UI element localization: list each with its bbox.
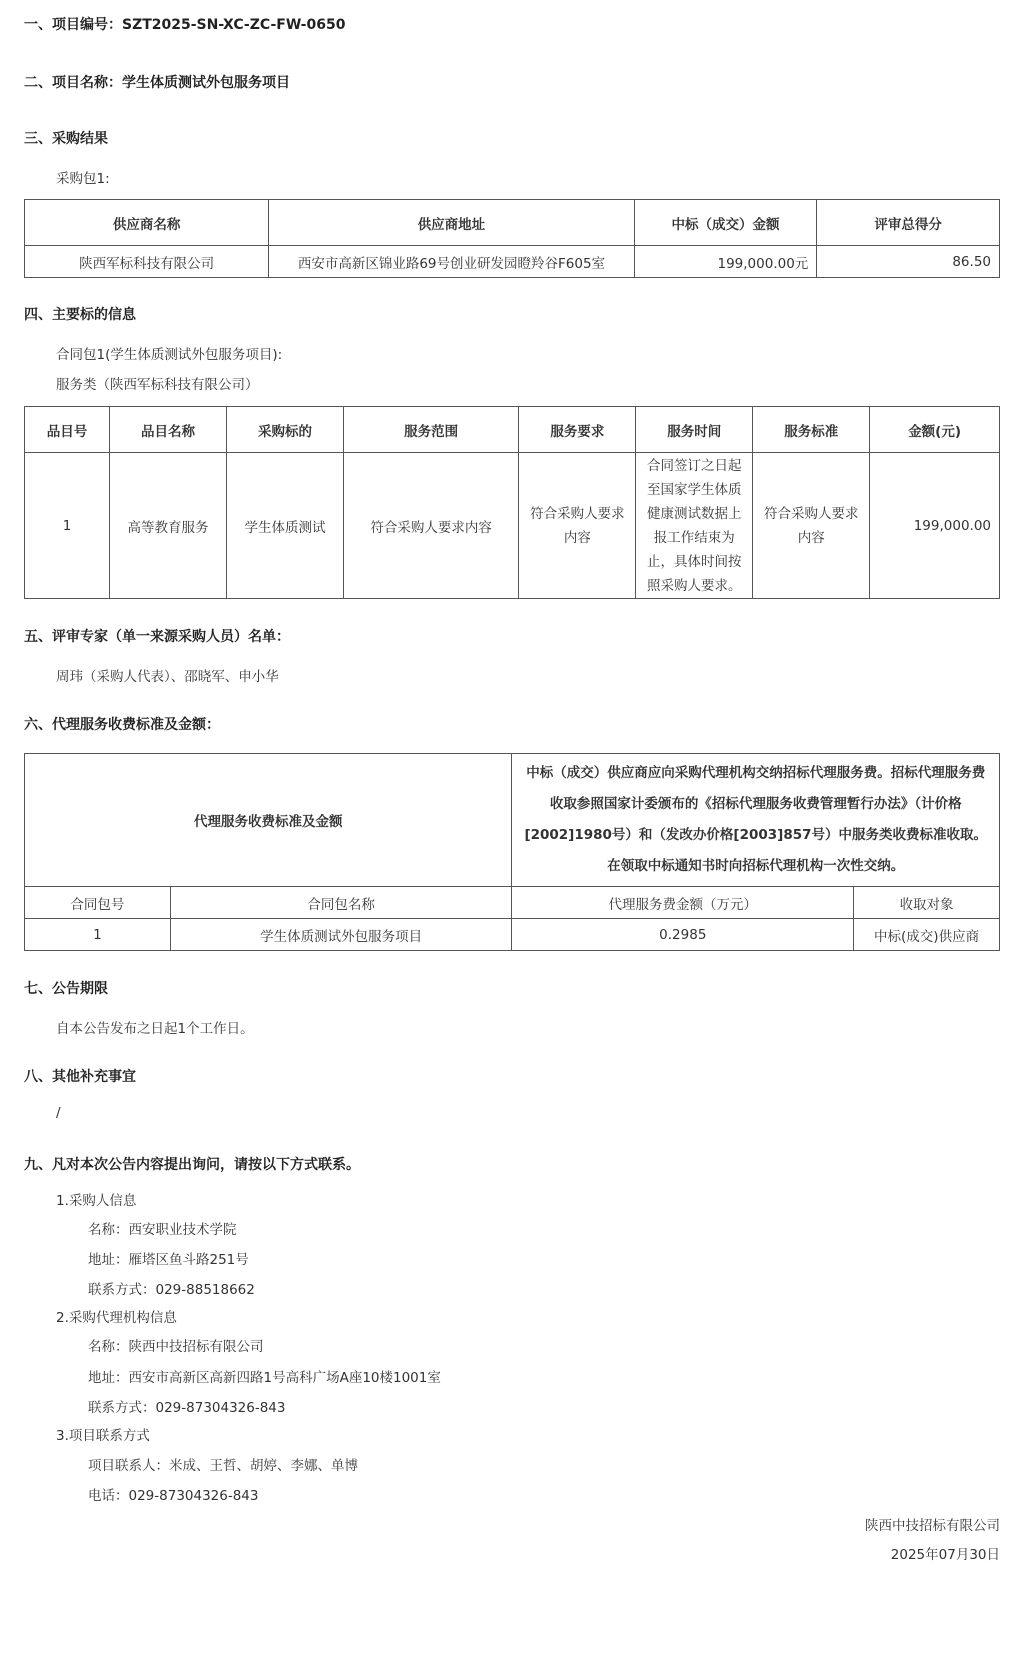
footer-date: 2025年07月30日 [890,1547,1000,1563]
period-text: 自本公告发布之日起1个工作日。 [56,1021,254,1037]
table-header: 供应商名称 [25,200,269,246]
item-name-cell: 高等教育服务 [110,453,227,599]
purchaser-phone: 联系方式：029-88518662 [88,1282,255,1298]
table-header: 中标（成交）金额 [634,200,817,246]
table-header: 合同包号 [25,887,171,919]
project-phone: 电话：029-87304326-843 [88,1488,259,1504]
service-time-cell: 合同签订之日起至国家学生体质健康测试数据上报工作结束为止，具体时间按照采购人要求。 [636,453,753,599]
fee-amount-cell: 0.2985 [512,919,854,951]
agency-title: 2.采购代理机构信息 [56,1310,177,1326]
section-procurement-result: 三、采购结果 [24,131,108,147]
table-header: 代理服务费金额（万元） [512,887,854,919]
table-header: 服务标准 [753,407,870,453]
table-header: 服务时间 [636,407,753,453]
package-number-cell: 1 [25,919,171,951]
table-header: 采购标的 [227,407,344,453]
package-name-cell: 学生体质测试外包服务项目 [170,919,512,951]
table-header: 品目号 [25,407,110,453]
project-contacts: 项目联系人：米成、王哲、胡婷、李娜、单博 [88,1458,358,1474]
fee-title-cell: 代理服务收费标准及金额 [25,754,512,887]
table-header: 收取对象 [854,887,1000,919]
table-header: 服务范围 [343,407,518,453]
amount-cell: 199,000.00 [870,453,1000,599]
table-header-row [25,887,1000,919]
table-header: 品目名称 [110,407,227,453]
purchase-subject-cell: 学生体质测试 [227,453,344,599]
experts-list: 周玮（采购人代表）、邵晓军、申小华 [56,669,279,685]
other-text: / [56,1105,61,1121]
section-contact: 九、凡对本次公告内容提出询问，请按以下方式联系。 [24,1157,360,1173]
result-table [24,199,1000,278]
item-number-cell: 1 [25,453,110,599]
table-header-row [25,200,1000,246]
award-amount-cell: 199,000.00元 [634,246,817,278]
score-cell: 86.50 [817,246,1000,278]
fee-payer-cell: 中标(成交)供应商 [854,919,1000,951]
table-header: 合同包名称 [170,887,512,919]
section-agency-fee: 六、代理服务收费标准及金额： [24,717,220,733]
purchaser-address: 地址：雁塔区鱼斗路251号 [88,1252,249,1268]
agency-name: 名称：陕西中技招标有限公司 [88,1339,264,1355]
table-header: 评审总得分 [817,200,1000,246]
table-header: 金额(元) [870,407,1000,453]
fee-description-row [25,754,1000,887]
subject-table [24,406,1000,599]
table-header-row [25,407,1000,453]
package-label: 采购包1: [56,171,110,187]
section-project-number: 一、项目编号：SZT2025-SN-XC-ZC-FW-0650 [24,17,346,33]
supplier-address-cell: 西安市高新区锦业路69号创业研发园瞪羚谷F605室 [269,246,634,278]
contract-package-label: 合同包1(学生体质测试外包服务项目): [56,347,283,363]
table-row [25,453,1000,599]
service-scope-cell: 符合采购人要求内容 [343,453,518,599]
service-standard-cell: 符合采购人要求内容 [753,453,870,599]
project-contact-title: 3.项目联系方式 [56,1428,150,1444]
section-project-name: 二、项目名称：学生体质测试外包服务项目 [24,75,290,91]
agency-address: 地址：西安市高新区高新四路1号高科广场A座10楼1001室 [88,1370,441,1386]
table-header: 服务要求 [519,407,636,453]
section-other: 八、其他补充事宜 [24,1069,136,1085]
service-requirement-cell: 符合采购人要求内容 [519,453,636,599]
table-row [25,246,1000,278]
agency-phone: 联系方式：029-87304326-843 [88,1400,286,1416]
category-label: 服务类（陕西军标科技有限公司） [56,377,259,393]
fee-table [24,753,1000,951]
table-header: 供应商地址 [269,200,634,246]
section-period: 七、公告期限 [24,981,108,997]
fee-description-cell: 中标（成交）供应商应向采购代理机构交纳招标代理服务费。招标代理服务费收取参照国家计委颁布的《招标代理服务收费管理暂行办法》（计价格[2002]1980号）和（发改办价格[2003]857号）中服务类收费标准收取。在领取中标通知书时向招标代理机构一次性交纳。 [512,754,1000,887]
purchaser-title: 1.采购人信息 [56,1193,137,1209]
section-subject-info: 四、主要标的信息 [24,307,136,323]
supplier-name-cell: 陕西军标科技有限公司 [25,246,269,278]
purchaser-name: 名称：西安职业技术学院 [88,1222,237,1238]
footer-company: 陕西中技招标有限公司 [865,1518,1000,1534]
table-row [25,919,1000,951]
section-experts: 五、评审专家（单一来源采购人员）名单： [24,629,290,645]
